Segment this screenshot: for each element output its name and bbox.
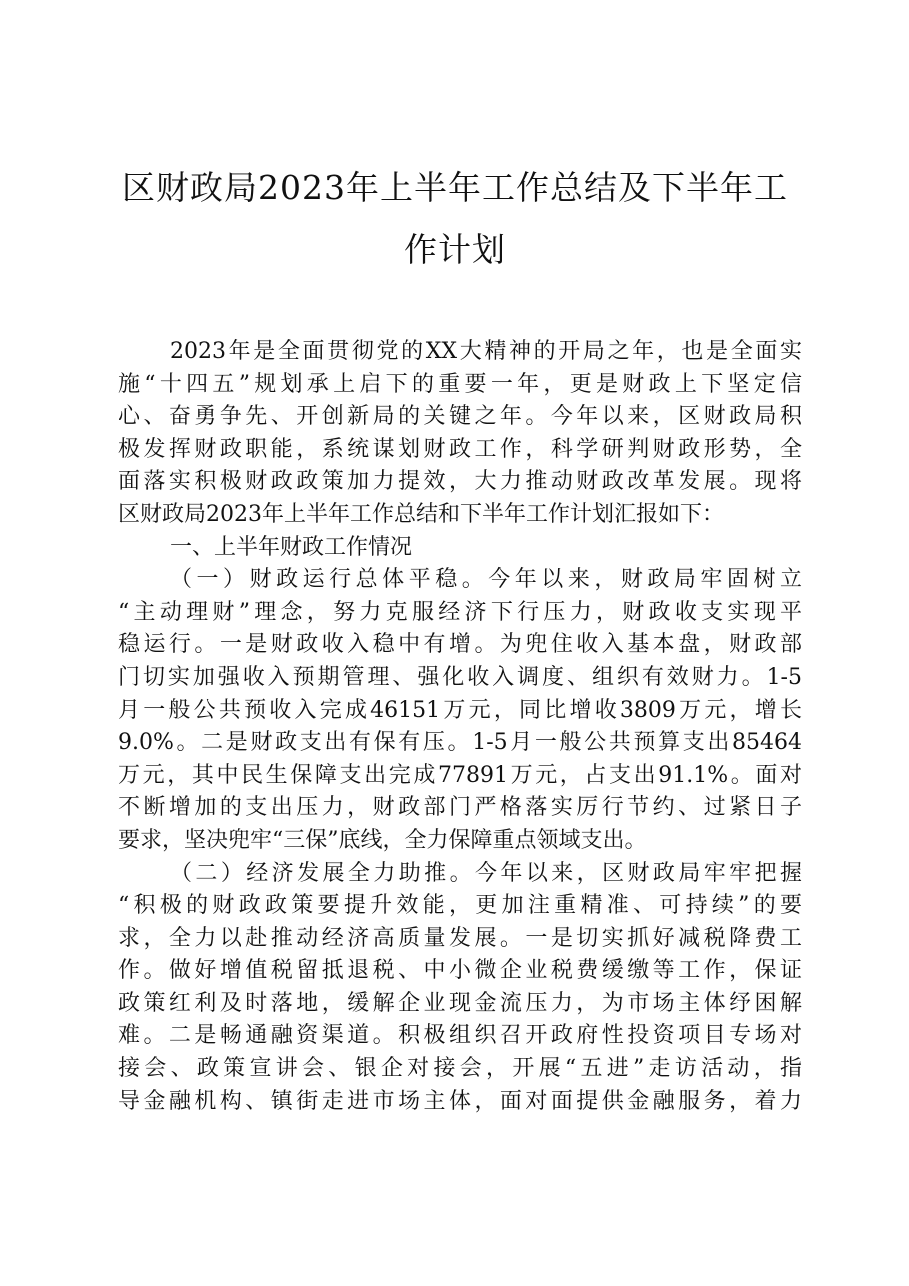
body-line: 万元，其中民生保障支出完成77891万元，占支出91.1%。面对 (118, 762, 802, 788)
body-line: 9.0%。二是财政支出有保有压。1-5月一般公共预算支出85464 (118, 730, 802, 756)
body-line: 月一般公共预收入完成46151万元，同比增收3809万元，增长 (118, 697, 802, 723)
body-line: 要求，坚决兜牢“三保”底线，全力保障重点领域支出。 (118, 827, 647, 853)
body-line: （二）经济发展全力助推。今年以来，区财政局牢牢把握 (170, 860, 802, 886)
body-line: （一）财政运行总体平稳。今年以来，财政局牢固树立 (170, 567, 802, 593)
body-line: 作。做好增值税留抵退税、中小微企业税费缓缴等工作，保证 (118, 958, 802, 984)
body-line: “主动理财”理念，努力克服经济下行压力，财政收支实现平 (118, 599, 802, 625)
section-heading: 一、上半年财政工作情况 (170, 534, 413, 560)
body-line: “积极的财政政策要提升效能，更加注重精准、可持续”的要 (118, 893, 802, 919)
body-line: 区财政局2023年上半年工作总结和下半年工作计划汇报如下： (118, 501, 724, 527)
document-title-line-2: 作计划 (404, 230, 506, 269)
body-line: 极发挥财政职能，系统谋划财政工作，科学研判财政形势，全 (118, 436, 802, 462)
body-line: 面落实积极财政政策加力提效，大力推动财政改革发展。现将 (118, 469, 802, 495)
body-line: 政策红利及时落地，缓解企业现金流压力，为市场主体纾困解 (118, 990, 802, 1016)
body-line: 接会、政策宣讲会、银企对接会，开展“五进”走访活动，指 (118, 1056, 802, 1082)
document-title-line-1: 区财政局2023年上半年工作总结及下半年工 (122, 168, 788, 207)
document-body (118, 336, 802, 1118)
body-line: 心、奋勇争先、开创新局的关键之年。今年以来，区财政局积 (118, 404, 802, 430)
body-line: 施“十四五”规划承上启下的重要一年，更是财政上下坚定信 (118, 371, 802, 397)
body-line: 2023年是全面贯彻党的XX大精神的开局之年，也是全面实 (170, 339, 802, 364)
body-line: 难。二是畅通融资渠道。积极组织召开政府性投资项目专场对 (118, 1023, 802, 1049)
body-line: 门切实加强收入预期管理、强化收入调度、组织有效财力。1-5 (118, 664, 802, 690)
body-line: 稳运行。一是财政收入稳中有增。为兜住收入基本盘，财政部 (118, 632, 802, 658)
body-line: 不断增加的支出压力，财政部门严格落实厉行节约、过紧日子 (118, 795, 802, 821)
body-line: 导金融机构、镇街走进市场主体，面对面提供金融服务，着力 (118, 1088, 802, 1114)
body-line: 求，全力以赴推动经济高质量发展。一是切实抓好减税降费工 (118, 925, 802, 951)
